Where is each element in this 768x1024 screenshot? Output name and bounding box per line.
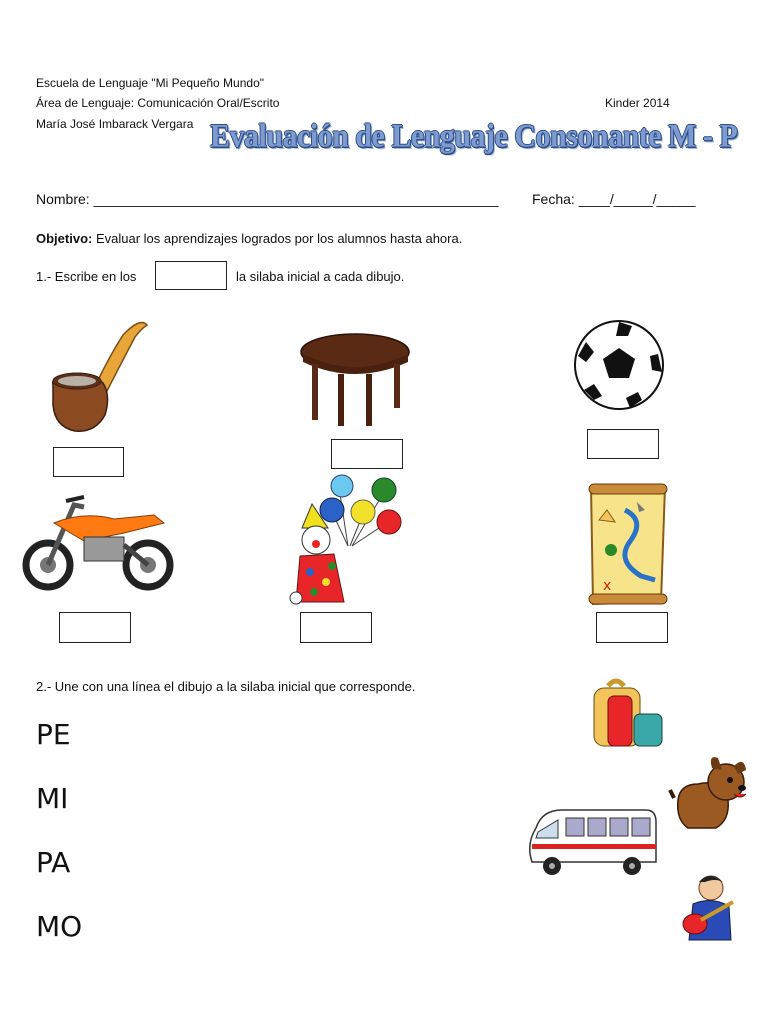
example-answer-box xyxy=(155,261,227,290)
area-label: Área de Lenguaje: Comunicación Oral/Escrito xyxy=(36,96,280,110)
pipe-icon xyxy=(45,315,155,440)
answer-box-ball[interactable] xyxy=(587,429,659,459)
name-field[interactable]: Nombre: ____________________________________________________ xyxy=(36,191,499,207)
bus-icon[interactable] xyxy=(522,804,662,884)
objective-label: Objetivo: xyxy=(36,231,93,246)
answer-box-clown[interactable] xyxy=(300,612,372,643)
treasure-map-icon xyxy=(585,480,670,608)
backpack-icon[interactable] xyxy=(588,676,668,752)
syllable-mo[interactable]: MO xyxy=(36,910,83,943)
table-icon xyxy=(298,330,413,430)
level-label: Kinder 2014 xyxy=(605,96,670,110)
soccer-ball-icon xyxy=(572,318,666,412)
answer-box-motorcycle[interactable] xyxy=(59,612,131,643)
page-title: Evaluación de Lenguaje Consonante M - P xyxy=(210,118,738,155)
syllable-mi[interactable]: MI xyxy=(36,782,69,815)
teacher-name: María José Imbarack Vergara xyxy=(36,117,194,131)
answer-box-table[interactable] xyxy=(331,439,403,469)
exercise1-prefix: 1.- Escribe en los xyxy=(36,269,137,284)
objective xyxy=(36,231,462,246)
school-name: Escuela de Lenguaje "Mi Pequeño Mundo" xyxy=(36,76,265,90)
answer-box-map[interactable] xyxy=(596,612,668,643)
boy-guitar-icon[interactable] xyxy=(675,872,737,942)
answer-box-pipe[interactable] xyxy=(53,447,124,477)
exercise2-instruction: 2.- Une con una línea el dibujo a la silaba inicial que corresponde. xyxy=(36,679,416,694)
dog-icon[interactable] xyxy=(668,750,752,834)
date-field[interactable]: Fecha: ____/_____/_____ xyxy=(532,191,696,207)
exercise1-suffix: la silaba inicial a cada dibujo. xyxy=(236,269,405,284)
syllable-pa[interactable]: PA xyxy=(36,846,71,879)
motorcycle-icon xyxy=(14,485,176,593)
syllable-pe[interactable]: PE xyxy=(36,718,71,751)
objective-text: Evaluar los aprendizajes logrados por los alumnos hasta ahora. xyxy=(92,231,463,246)
clown-balloons-icon xyxy=(288,474,408,609)
svg-text:x: x xyxy=(603,578,612,594)
